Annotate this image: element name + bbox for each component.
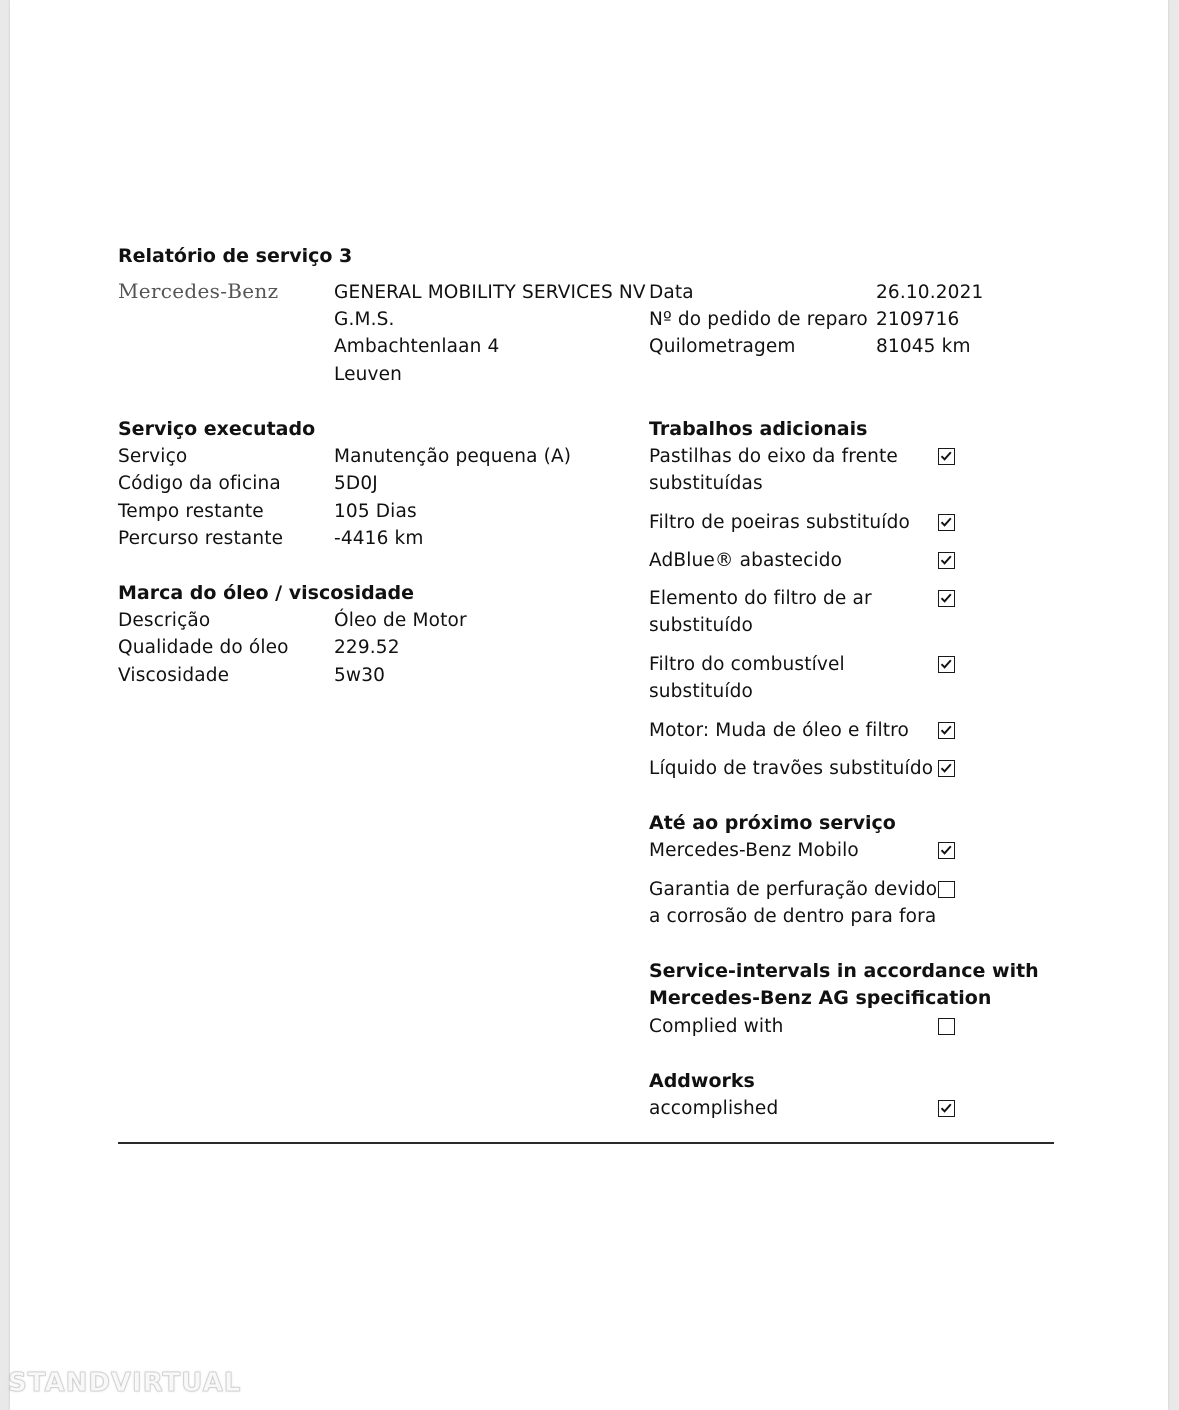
additional-item-label-cont: substituído — [649, 615, 753, 636]
intervals-item-label: Complied with — [649, 1016, 784, 1037]
checkbox-checked[interactable] — [938, 590, 955, 607]
oil-quality-value: 229.52 — [334, 637, 400, 658]
checkmark-icon — [939, 657, 953, 671]
oil-quality-label: Qualidade do óleo — [118, 637, 289, 658]
checkbox-checked[interactable] — [938, 514, 955, 531]
viscosity-label: Viscosidade — [118, 665, 230, 686]
mileage-label: Quilometragem — [649, 336, 796, 357]
dealer-street: Ambachtenlaan 4 — [334, 336, 500, 357]
next-service-item-label-cont: a corrosão de dentro para fora — [649, 906, 937, 927]
additional-item-label: Filtro do combustível — [649, 654, 845, 675]
next-service-heading: Até ao próximo serviço — [649, 812, 896, 834]
next-service-item-label: Garantia de perfuração devido — [649, 879, 938, 900]
mileage-value: 81045 km — [876, 336, 971, 357]
checkbox-checked[interactable] — [938, 656, 955, 673]
checkbox-unchecked[interactable] — [938, 1018, 955, 1035]
brand-logo-text: Mercedes-Benz — [118, 279, 279, 303]
viscosity-value: 5w30 — [334, 665, 386, 686]
checkbox-checked[interactable] — [938, 842, 955, 859]
checkmark-icon — [939, 1101, 953, 1115]
additional-item-label: Motor: Muda de óleo e filtro — [649, 720, 909, 741]
dealer-short: G.M.S. — [334, 309, 395, 330]
additional-item-label-cont: substituído — [649, 681, 753, 702]
distance-remaining-value: -4416 km — [334, 528, 424, 549]
divider-line — [118, 1142, 1054, 1144]
date-label: Data — [649, 282, 694, 303]
checkmark-icon — [939, 761, 953, 775]
addworks-item-label: accomplished — [649, 1098, 779, 1119]
checkbox-checked[interactable] — [938, 1100, 955, 1117]
intervals-heading: Service-intervals in accordance with — [649, 960, 1039, 982]
checkbox-checked[interactable] — [938, 448, 955, 465]
service-value: Manutenção pequena (A) — [334, 446, 572, 467]
dealer-city: Leuven — [334, 364, 403, 385]
checkbox-checked[interactable] — [938, 722, 955, 739]
checkmark-icon — [939, 553, 953, 567]
workshop-code-value: 5D0J — [334, 473, 378, 494]
addworks-heading: Addworks — [649, 1070, 755, 1092]
checkmark-icon — [939, 723, 953, 737]
checkbox-checked[interactable] — [938, 552, 955, 569]
dealer-name: GENERAL MOBILITY SERVICES NV — [334, 282, 646, 303]
watermark — [8, 1368, 241, 1398]
oil-heading: Marca do óleo / viscosidade — [118, 582, 414, 604]
additional-item-label: Filtro de poeiras substituído — [649, 512, 910, 533]
additional-heading: Trabalhos adicionais — [649, 418, 868, 440]
service-label: Serviço — [118, 446, 188, 467]
order-label: Nº do pedido de reparo — [649, 309, 868, 330]
additional-item-label: Pastilhas do eixo da frente — [649, 446, 898, 467]
additional-item-label-cont: substituídas — [649, 473, 763, 494]
time-remaining-value: 105 Dias — [334, 501, 417, 522]
order-value: 2109716 — [876, 309, 960, 330]
watermark-text: STANDVIRTUAL — [8, 1368, 242, 1398]
checkmark-icon — [939, 591, 953, 605]
additional-item-label: Elemento do filtro de ar — [649, 588, 872, 609]
service-heading: Serviço executado — [118, 418, 316, 440]
checkmark-icon — [939, 843, 953, 857]
intervals-heading-cont: Mercedes-Benz AG specification — [649, 987, 992, 1009]
checkmark-icon — [939, 515, 953, 529]
oil-description-value: Óleo de Motor — [334, 610, 467, 631]
additional-item-label: AdBlue® abastecido — [649, 550, 843, 571]
checkbox-checked[interactable] — [938, 760, 955, 777]
workshop-code-label: Código da oficina — [118, 473, 281, 494]
additional-item-label: Líquido de travões substituído — [649, 758, 934, 779]
checkbox-unchecked[interactable] — [938, 881, 955, 898]
date-value: 26.10.2021 — [876, 282, 984, 303]
checkmark-icon — [939, 449, 953, 463]
next-service-item-label: Mercedes-Benz Mobilo — [649, 840, 859, 861]
oil-description-label: Descrição — [118, 610, 211, 631]
distance-remaining-label: Percurso restante — [118, 528, 284, 549]
report-title: Relatório de serviço 3 — [118, 245, 353, 267]
time-remaining-label: Tempo restante — [118, 501, 264, 522]
document-page — [10, 0, 1168, 1410]
